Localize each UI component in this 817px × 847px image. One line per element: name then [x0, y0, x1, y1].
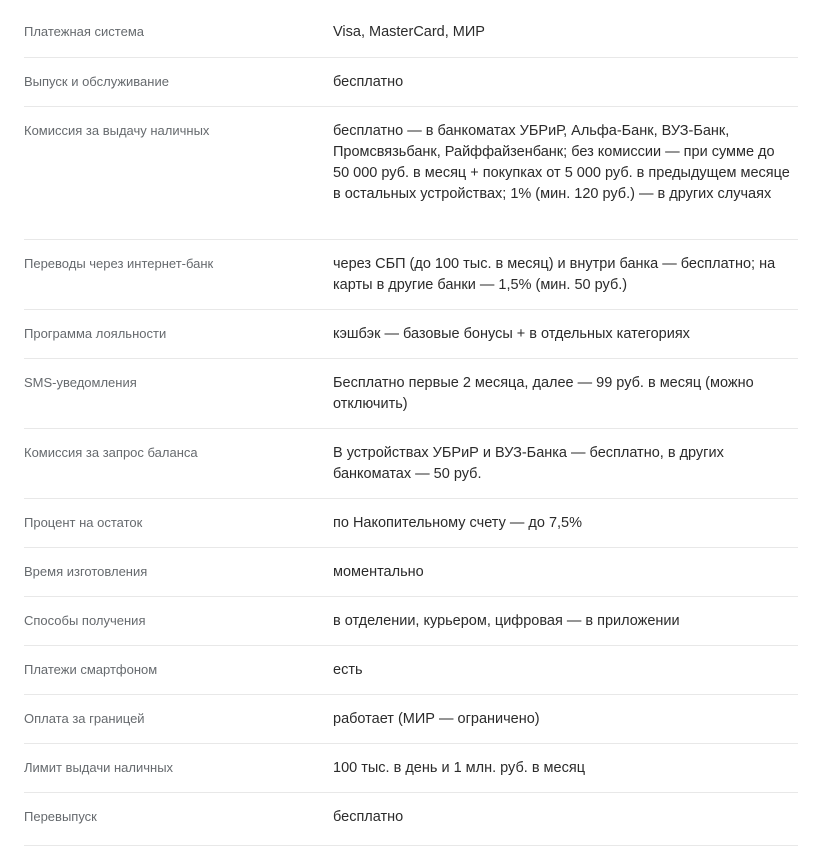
row-label: Программа лояльности	[24, 326, 167, 341]
row-label: Комиссия за выдачу наличных	[24, 123, 210, 138]
row-label: Способы получения	[24, 613, 146, 628]
row-value: кэшбэк — базовые бонусы + в отдельных категориях	[333, 326, 690, 342]
row-value: через СБП (до 100 тыс. в месяц) и внутри банка — бесплатно; на карты в другие банки — 1,5% (мин. 50 руб.)	[333, 256, 776, 293]
row-label: Переводы через интернет-банк	[24, 256, 214, 271]
row-label: Платежи смартфоном	[24, 662, 158, 677]
row-label: Оплата за границей	[24, 711, 145, 726]
table-row	[24, 793, 798, 846]
row-label: Платежная система	[24, 24, 144, 39]
row-label: Лимит выдачи наличных	[24, 760, 174, 775]
row-label: Выпуск и обслуживание	[24, 74, 169, 89]
table-row	[24, 646, 798, 695]
table-row	[24, 240, 798, 310]
row-value: бесплатно	[333, 74, 404, 90]
row-value: бесплатно	[333, 809, 404, 825]
table-row	[24, 58, 798, 107]
table-row	[24, 310, 798, 359]
row-value: Visa, MasterCard, МИР	[333, 24, 485, 40]
row-value: по Накопительному счету — до 7,5%	[333, 515, 582, 531]
table-row	[24, 548, 798, 597]
card-conditions-table	[24, 8, 798, 846]
row-value: работает (МИР — ограничено)	[333, 711, 540, 727]
row-value: 100 тыс. в день и 1 млн. руб. в месяц	[333, 760, 586, 776]
row-label: Процент на остаток	[24, 515, 143, 530]
row-value: В устройствах УБРиР и ВУЗ-Банка — бесплатно, в других банкоматах — 50 руб.	[333, 445, 724, 482]
row-value: моментально	[333, 564, 424, 580]
row-label: SMS-уведомления	[24, 375, 137, 390]
row-value: бесплатно — в банкоматах УБРиР, Альфа-Банк, ВУЗ-Банк, Промсвязьбанк, Райффайзенбанк; без комиссии — при сумме до 50 000 руб. в месяц + покупках от 5 000 руб. в предыдущем месяце в остальных устройствах; 1% (мин. 120 руб.) — в других случаях	[333, 123, 790, 202]
table-row	[24, 695, 798, 744]
row-value: в отделении, курьером, цифровая — в приложении	[333, 613, 680, 629]
row-value: есть	[333, 662, 363, 678]
row-value: Бесплатно первые 2 месяца, далее — 99 руб. в месяц (можно отключить)	[333, 375, 754, 412]
row-label: Время изготовления	[24, 564, 148, 579]
row-label: Перевыпуск	[24, 809, 97, 824]
table-row	[24, 107, 798, 240]
table-row	[24, 499, 798, 548]
table-row	[24, 429, 798, 499]
table-row	[24, 359, 798, 429]
table-row	[24, 8, 798, 58]
table-row	[24, 744, 798, 793]
table-row	[24, 597, 798, 646]
row-label: Комиссия за запрос баланса	[24, 445, 198, 460]
